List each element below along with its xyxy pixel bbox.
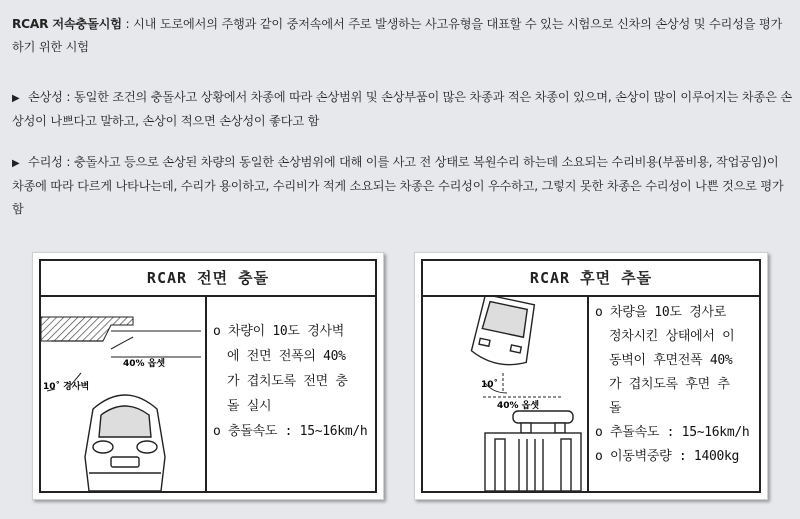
rear-spec-line: o 이동벽중량 : 1400kg — [595, 449, 740, 464]
rear-crash-title: RCAR 후면 추돌 — [423, 261, 759, 297]
damageability-label: 손상성 — [28, 90, 63, 104]
rear-crash-diagram — [423, 297, 587, 491]
intro-paragraph — [12, 13, 787, 59]
rear-spec-line: o 추돌속도 : 15~16km/h — [595, 425, 750, 440]
rear-crash-panel — [421, 259, 761, 493]
moving-barrier-icon — [485, 411, 581, 491]
rear-spec-line: 돌 — [609, 401, 622, 416]
front-spec-line: o 충돌속도 : 15~16km/h — [213, 424, 368, 439]
car-front-icon — [85, 395, 165, 491]
rear-spec-line: 정차시킨 상태에서 이 — [609, 329, 735, 344]
rear-spec-line: 동벽이 후면전폭 40% — [609, 353, 733, 368]
rear-spec-list — [595, 301, 757, 469]
front-crash-card — [32, 252, 384, 500]
front-crash-panel — [39, 259, 377, 493]
front-spec-line: 에 전면 전폭의 40% — [227, 349, 346, 364]
intro-title: RCAR 저속충돌시험 — [12, 17, 122, 31]
rear-spec-line: o 차량을 10도 경사로 — [595, 305, 726, 320]
damageability-text: 동일한 조건의 충돌사고 상황에서 차종에 따라 손상범위 및 손상부품이 많은 차종과 적은 차종이 있으며, 손상이 많이 이루어지는 차종은 손상성이 나쁘다고 말하고, 손상이 적으면 손상성이 좋다고 함 — [12, 90, 792, 128]
front-divider — [205, 297, 207, 491]
intro-text: : 시내 도로에서의 주행과 같이 중저속에서 주로 발생하는 사고유형을 대표할 수 있는 시험으로 신차의 손상성 및 수리성을 평가하기 위한 시험 — [12, 17, 783, 54]
front-crash-title: RCAR 전면 충돌 — [41, 261, 375, 297]
repairability-paragraph — [12, 151, 792, 221]
front-spec-line: 돌 실시 — [227, 399, 272, 414]
repairability-text: 충돌사고 등으로 손상된 차량의 동일한 손상범위에 대해 이를 사고 전 상태로 복원수리 하는데 소요되는 수리비용(부품비용, 작업공임)이 차종에 따라 다르게 나타나는데, 수리가 용이하고, 수리비가 적게 소요되는 차종은 수리성이 우수하고, 그렇지 못한 차종은 수리성이 나쁜 것으로 평가함 — [12, 155, 784, 216]
front-spec-list — [213, 319, 373, 444]
repairability-label: 수리성 — [28, 155, 63, 169]
rear-divider — [587, 297, 589, 491]
rear-spec-line: 가 겹치도록 후면 추 — [609, 377, 730, 392]
rear-offset-label: 40% 옵셋 — [497, 401, 540, 411]
front-offset-label: 40% 옵셋 — [123, 359, 166, 369]
front-barrier-label: 10˚ 경사벽 — [43, 382, 90, 392]
car-rear-icon — [470, 297, 538, 369]
front-crash-diagram — [41, 297, 205, 491]
damageability-sep: : — [62, 90, 74, 104]
damageability-paragraph — [12, 86, 792, 133]
bullet-triangle-icon: ▶ — [12, 158, 20, 169]
front-spec-line: o 차량이 10도 경사벽 — [213, 324, 344, 339]
rear-angle-label: 10˚ — [481, 380, 499, 390]
repairability-sep: : — [62, 155, 74, 169]
rear-crash-card — [414, 252, 768, 500]
front-barrier — [41, 317, 133, 341]
bullet-triangle-icon: ▶ — [12, 93, 20, 104]
front-spec-line: 가 겹치도록 전면 충 — [227, 374, 348, 389]
